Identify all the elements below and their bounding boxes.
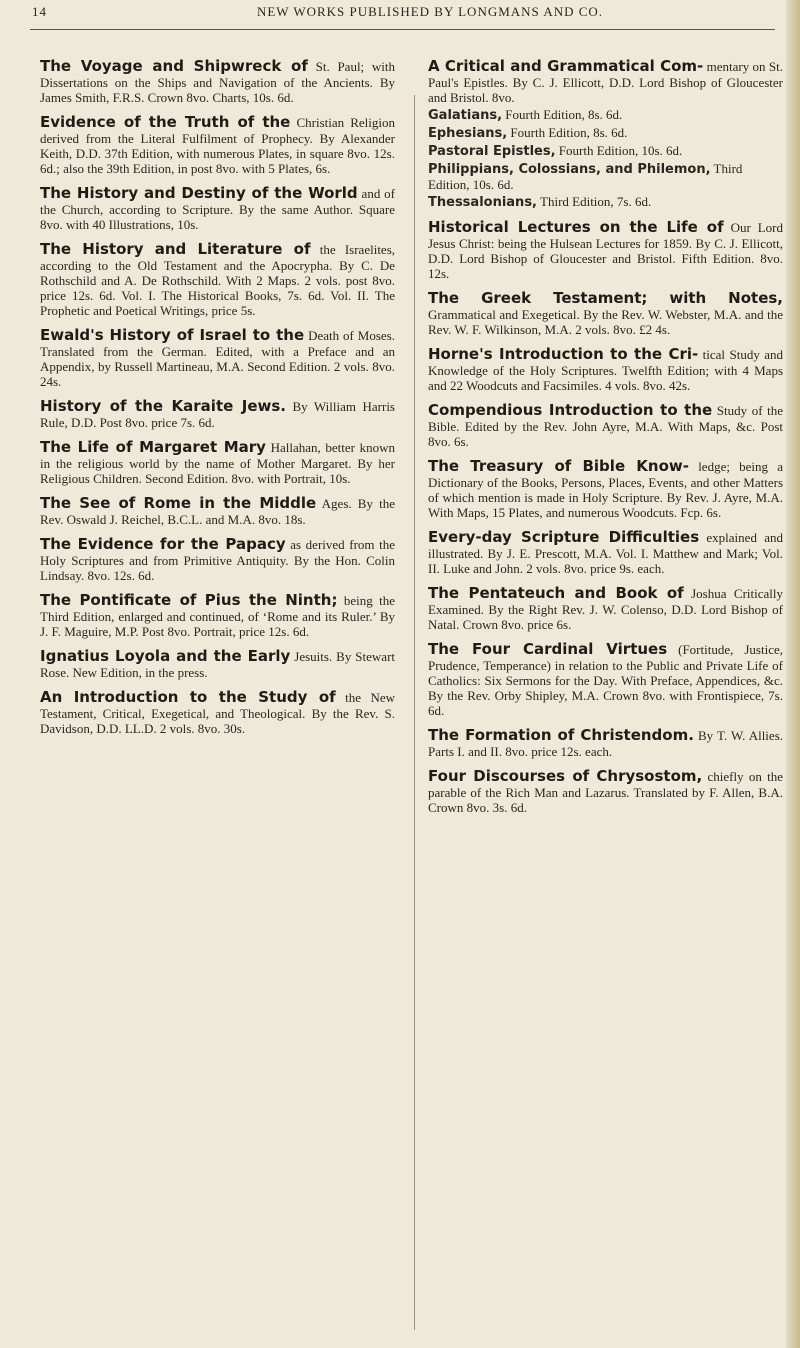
- entry-description: Ages. By the Rev. Oswald J. Reichel, B.C.L. and M.A. 8vo. 18s.: [40, 496, 395, 527]
- entry-title: Four Discourses of Chrysostom,: [428, 767, 703, 785]
- entry-title: Ignatius Loyola and the Early: [40, 647, 291, 665]
- entry-title: The See of Rome in the Middle: [40, 494, 317, 512]
- list-item: [40, 241, 395, 318]
- entry-description: Grammatical and Exegetical. By the Rev. W. Webster, M.A. and the Rev. W. F. Wilkinson, M.A. 2 vols. 8vo. £2 4s.: [428, 307, 783, 337]
- entry-title: Historical Lectures on the Life of: [428, 218, 724, 236]
- list-item: [40, 536, 395, 583]
- list-item: [428, 641, 783, 718]
- entry-description: mentary on St. Paul's Epistles. By C. J. Ellicott, D.D. Lord Bishop of Gloucester and Bristol. 8vo.: [428, 59, 783, 105]
- page-edge-shadow: [786, 0, 800, 1348]
- entry-title: Evidence of the Truth of the: [40, 113, 291, 131]
- entry-description: Christian Religion derived from the Literal Fulfilment of Prophecy. By Alexander Keith, D.D. 37th Edition, with numerous Plates, in square 8vo. 12s. 6d.; also the 39th Edition, in post 8vo. with 5 Plates, 6s.: [40, 115, 395, 176]
- edition-line: [428, 143, 783, 159]
- edition-name: Ephesians,: [428, 126, 508, 141]
- entry-title: The History and Destiny of the World: [40, 184, 358, 202]
- edition-name: Pastoral Epistles,: [428, 144, 556, 159]
- entry-title: The Treasury of Bible Know-: [428, 457, 689, 475]
- entry-title: The Pontificate of Pius the Ninth;: [40, 591, 338, 609]
- list-item: [40, 114, 395, 176]
- entry-title: The Evidence for the Papacy: [40, 535, 286, 553]
- edition-line: [428, 194, 783, 210]
- edition-line: [428, 161, 783, 192]
- list-item: [428, 346, 783, 393]
- edition-detail: Third Edition, 10s. 6d.: [428, 161, 743, 192]
- entry-description: (Fortitude, Justice, Prudence, Temperance) in relation to the Public and Private Life of Catholics: Six Sermons for the Day. With Preface, Appendices, &c. By the Rev. Orby Shipley, M.A. Crown 8vo. with Frontispiece, 7s. 6d.: [428, 642, 783, 718]
- entry-description: and of the Church, according to Scripture. By the same Author. Square 8vo. with 40 Illustrations, 10s.: [40, 186, 396, 232]
- page-header: [30, 4, 770, 26]
- entry-title: A Critical and Grammatical Com-: [428, 57, 704, 75]
- list-item: [428, 402, 783, 449]
- entry-description: By T. W. Allies. Parts I. and II. 8vo. price 12s. each.: [428, 728, 784, 759]
- entry-description: Our Lord Jesus Christ: being the Hulsean Lectures for 1859. By C. J. Ellicott, D.D. Lord Bishop of Gloucester and Bristol. Fifth Edition. 8vo. 12s.: [428, 220, 783, 281]
- edition-name: Thessalonians,: [428, 195, 537, 210]
- entry-description: tical Study and Knowledge of the Holy Scriptures. Twelfth Edition; with 4 Maps and 22 Woodcuts and Facsimiles. 4 vols. 8vo. 42s.: [428, 347, 784, 393]
- entry-description: Jesuits. By Stewart Rose. New Edition, in the press.: [40, 649, 396, 680]
- entry-title: The Pentateuch and Book of: [428, 584, 684, 602]
- list-item: [40, 327, 395, 389]
- entry-title: History of the Karaite Jews.: [40, 397, 286, 415]
- entry-title: Ewald's History of Israel to the: [40, 326, 305, 344]
- list-item: [40, 58, 395, 105]
- entry-description: ledge; being a Dictionary of the Books, Persons, Places, Events, and other Matters of which mention is made in Holy Scripture. By Rev. J. Ayre, M.A. With Maps, 15 Plates, and numerous Woodcuts. Fcp. 6s.: [428, 459, 784, 520]
- entry-description: Joshua Critically Examined. By the Right Rev. J. W. Colenso, D.D. Lord Bishop of Natal. Crown 8vo. price 6s.: [428, 586, 783, 632]
- edition-name: Galatians,: [428, 108, 503, 123]
- entry-title: An Introduction to the Study of: [40, 688, 336, 706]
- edition-detail: Fourth Edition, 8s. 6d.: [505, 107, 623, 122]
- entry-title: The Formation of Christendom.: [428, 726, 694, 744]
- list-item: [428, 219, 783, 281]
- list-item: [428, 768, 783, 815]
- entry-description: Study of the Bible. Edited by the Rev. John Ayre, M.A. With Maps, &c. Post 8vo. 6s.: [428, 403, 783, 449]
- entry-description: being the Third Edition, enlarged and continued, of ‘Rome and its Ruler.’ By J. F. Maguire, M.P. Post 8vo. Portrait, price 12s. 6d.: [40, 593, 396, 639]
- list-item: [40, 592, 395, 639]
- list-item: [428, 458, 783, 520]
- page-number: 14: [32, 4, 47, 19]
- entry-title: The Life of Margaret Mary: [40, 438, 266, 456]
- edition-name: Philippians, Colossians, and Philemon,: [428, 162, 711, 177]
- entry-description: Hallahan, better known in the religious world by the name of Mother Margaret. By her Religious Children. Second Edition. 8vo. with Portrait, 10s.: [40, 440, 395, 486]
- list-item: [40, 185, 395, 232]
- edition-line: [428, 125, 783, 141]
- list-item: [40, 439, 395, 486]
- list-item: [40, 648, 395, 680]
- entry-description: the Israelites, according to the Old Testament and the Apocrypha. By C. De Rothschild and A. De Rothschild. With 2 Maps. 2 vols. post 8vo. price 12s. 6d. Vol. I. The Historical Books, 7s. 6d. Vol. II. The Prophetic and Poetical Writings, price 5s.: [40, 242, 396, 318]
- entry-title: The History and Literature of: [40, 240, 311, 258]
- entry-title: Every-day Scripture Difficulties: [428, 528, 700, 546]
- list-item: [40, 495, 395, 527]
- entry-title: Compendious Introduction to the: [428, 401, 713, 419]
- list-item: [40, 689, 395, 736]
- entry-description: explained and illustrated. By J. E. Prescott, M.A. Vol. I. Matthew and Mark; Vol. II. Luke and John. 2 vols. 8vo. price 9s. each.: [428, 530, 783, 576]
- column-divider: [414, 95, 415, 1330]
- entry-description: as derived from the Holy Scriptures and from Primitive Antiquity. By the Hon. Colin Lindsay. 8vo. 12s. 6d.: [40, 537, 395, 583]
- edition-detail: Fourth Edition, 10s. 6d.: [558, 143, 683, 158]
- entry-description: Death of Moses. Translated from the German. Edited, with a Preface and an Appendix, by Russell Martineau, M.A. Second Edition. 2 vols. 8vo. 24s.: [40, 328, 395, 389]
- list-item: [428, 529, 783, 576]
- left-column: [40, 58, 395, 745]
- list-item: [428, 58, 783, 105]
- entry-description: the New Testament, Critical, Exegetical, and Theological. By the Rev. S. Davidson, D.D. LL.D. 2 vols. 8vo. 30s.: [40, 690, 395, 736]
- right-column: [428, 58, 783, 824]
- edition-detail: Fourth Edition, 8s. 6d.: [510, 125, 628, 140]
- entry-title: The Four Cardinal Virtues: [428, 640, 668, 658]
- edition-detail: Third Edition, 7s. 6d.: [540, 194, 652, 209]
- entry-title: The Voyage and Shipwreck of: [40, 57, 308, 75]
- list-item: [40, 398, 395, 430]
- entry-title: The Greek Testament; with Notes,: [428, 289, 783, 307]
- entry-description: St. Paul; with Dissertations on the Ships and Navigation of the Ancients. By James Smith, F.R.S. Crown 8vo. Charts, 10s. 6d.: [40, 59, 396, 105]
- list-item: [428, 290, 783, 337]
- entry-description: By William Harris Rule, D.D. Post 8vo. price 7s. 6d.: [40, 399, 395, 430]
- header-rule: [30, 29, 775, 30]
- entry-title: Horne's Introduction to the Cri-: [428, 345, 699, 363]
- edition-line: [428, 107, 783, 123]
- list-item: [428, 585, 783, 632]
- running-title: NEW WORKS PUBLISHED BY LONGMANS AND CO.: [256, 4, 604, 19]
- list-item: [428, 727, 783, 759]
- entry-description: chiefly on the parable of the Rich Man and Lazarus. Translated by F. Allen, B.A. Crown 8vo. 3s. 6d.: [428, 769, 783, 815]
